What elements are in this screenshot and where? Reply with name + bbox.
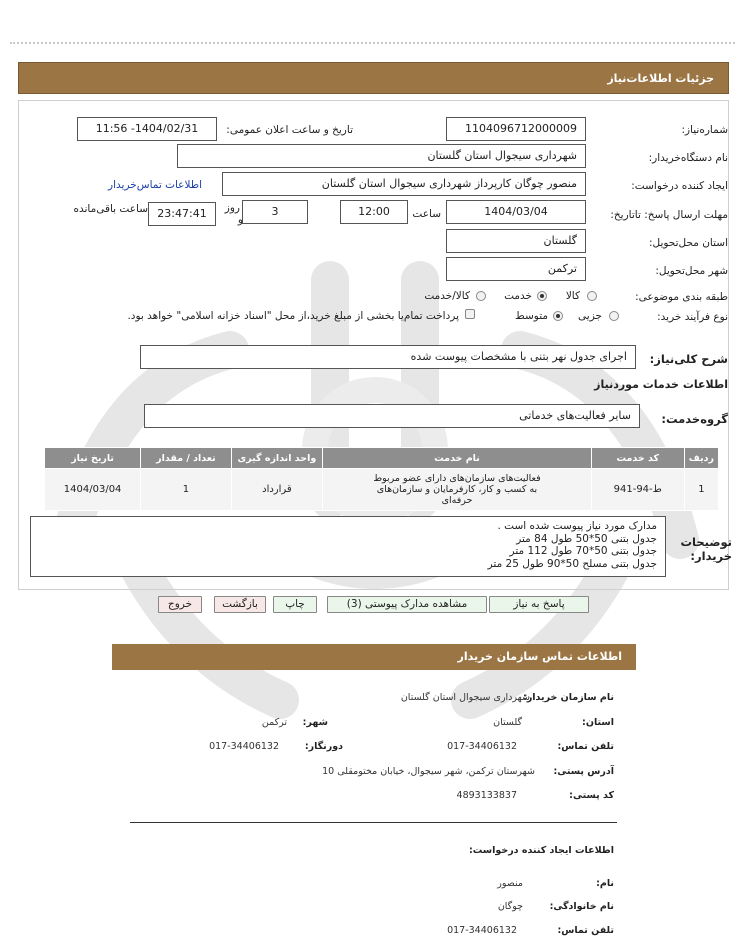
address-label: آدرس پستی: [553, 766, 614, 777]
remaining-time-field: 23:47:41 [148, 202, 216, 226]
address-value: شهرستان ترکمن، شهر سیجوال، خیابان مختومقلی 10 [322, 766, 535, 777]
buyer-notes-box [30, 516, 666, 577]
contact-province-label: استان: [582, 717, 614, 728]
col-code: کد خدمت [591, 448, 684, 469]
category-both-label: کالا/خدمت [424, 290, 470, 302]
process-medium-label: متوسط [515, 310, 548, 322]
buyer-org-label: نام دستگاه‌خریدار: [648, 152, 728, 164]
postal-label: کد پستی: [569, 790, 614, 801]
col-row: ردیف [684, 448, 718, 469]
org-label: نام سازمان خریدار: [523, 692, 614, 703]
creator-family-value: چوگان [497, 901, 523, 912]
note-line: جدول بتنی 50*70 طول 112 متر [509, 545, 657, 557]
deadline-label: مهلت ارسال پاسخ: تاتاریخ: [610, 209, 728, 221]
city-label: شهر محل‌تحویل: [655, 265, 728, 277]
section-title: جزئیات اطلاعات‌نیاز [607, 72, 714, 85]
services-title: اطلاعات خدمات موردنیاز [594, 378, 728, 391]
fax-value: 017-34406132 [209, 741, 279, 752]
need-number-label: شماره‌نیاز: [681, 124, 728, 136]
treasury-checkbox[interactable] [465, 309, 475, 319]
exit-button[interactable]: خروج [158, 596, 202, 613]
postal-value: 4893133837 [456, 790, 517, 801]
category-service-radio[interactable] [537, 291, 547, 301]
back-button[interactable]: بازگشت [214, 596, 266, 613]
creator-field: منصور چوگان کارپرداز شهرداری سیجوال استان گلستان [222, 172, 586, 196]
note-line: مدارک مورد نیاز پیوست شده است . [497, 520, 657, 532]
services-table [44, 447, 719, 511]
deadline-time-label: ساعت [412, 208, 441, 220]
days-field: 3 [242, 200, 308, 224]
category-both-radio[interactable] [476, 291, 486, 301]
category-goods-label: کالا [565, 290, 580, 302]
cell-date: 1404/03/04 [45, 469, 141, 511]
creator-label: ایجاد کننده درخواست: [631, 180, 728, 192]
section-header [18, 62, 729, 94]
service-group-field: سایر فعالیت‌های خدماتی [144, 404, 640, 428]
process-label: نوع فرآیند خرید: [657, 311, 728, 323]
fax-label: دورنگار: [304, 741, 343, 752]
announce-label: تاریخ و ساعت اعلان عمومی: [226, 124, 353, 136]
buyer-org-field: شهرداری سیجوال استان گلستان [177, 144, 586, 168]
creator-family-label: نام خانوادگی: [549, 901, 614, 912]
buyer-contact-link[interactable]: اطلاعات تماس‌خریدار [108, 179, 202, 191]
process-partial-label: جزیی [578, 310, 602, 322]
category-service-label: خدمت [504, 290, 532, 302]
contact-city-value: ترکمن [261, 717, 287, 728]
cell-row: 1 [684, 469, 718, 511]
deadline-date-field: 1404/03/04 [446, 200, 586, 224]
province-label: استان محل‌تحویل: [648, 237, 728, 249]
reply-button[interactable]: پاسخ به نیاز [489, 596, 589, 613]
note-line: جدول بتنی 50*50 طول 84 متر [516, 532, 657, 545]
contact-phone-label: تلفن تماس: [557, 741, 614, 752]
process-partial-radio[interactable] [609, 311, 619, 321]
buyer-notes-label: توضیحات خریدار: [680, 535, 732, 563]
contact-header [112, 644, 636, 670]
category-label: طبقه بندی موضوعی: [635, 291, 728, 303]
creator-name-value: منصور [497, 878, 523, 889]
cell-unit: قرارداد [231, 469, 323, 511]
table-row [45, 469, 719, 511]
creator-phone-label: تلفن تماس: [557, 925, 614, 936]
cell-name: فعالیت‌های سازمان‌های دارای عضو مربوط به کسب و کار، کارفرمایان و سازمان‌های حرفه‌ای [323, 469, 592, 511]
col-name: نام خدمت [323, 448, 592, 469]
remaining-time-label: ساعت باقی‌مانده [73, 203, 148, 215]
announce-field: 1404/02/31- 11:56 [77, 117, 217, 141]
process-medium-radio[interactable] [553, 311, 563, 321]
contact-title: اطلاعات تماس سازمان خریدار [457, 650, 622, 663]
col-date: تاریخ نیاز [45, 448, 141, 469]
col-unit: واحد اندازه گیری [231, 448, 323, 469]
days-suffix: و [237, 214, 243, 226]
category-goods-radio[interactable] [587, 291, 597, 301]
print-button[interactable]: چاپ [273, 596, 317, 613]
contact-province-value: گلستان [493, 717, 522, 728]
days-label: روز [224, 202, 240, 214]
top-divider [10, 42, 735, 44]
attachments-button[interactable]: مشاهده مدارک پیوستی (3) [327, 596, 487, 613]
cell-code: ط-94-941 [591, 469, 684, 511]
summary-label: شرح کلی‌نیاز: [649, 352, 728, 366]
note-line: جدول بتنی مسلح 50*90 طول 25 متر [487, 557, 657, 570]
province-field: گلستان [446, 229, 586, 253]
cell-qty: 1 [141, 469, 231, 511]
city-field: ترکمن [446, 257, 586, 281]
creator-name-label: نام: [596, 878, 614, 889]
org-value: شهرداری سیجوال استان گلستان [400, 692, 530, 703]
deadline-time-field: 12:00 [340, 200, 408, 224]
creator-phone-value: 017-34406132 [447, 925, 517, 936]
creator-info-title: اطلاعات ایجاد کننده درخواست: [468, 845, 614, 856]
treasury-note: پرداخت تمام‌یا بخشی از مبلغ خرید،از محل "اسناد خزانه اسلامی" خواهد بود. [127, 310, 459, 322]
contact-phone-value: 017-34406132 [447, 741, 517, 752]
contact-city-label: شهر: [302, 717, 328, 728]
summary-field: اجرای جدول نهر بتنی با مشخصات پیوست شده [140, 345, 636, 369]
service-group-label: گروه‌خدمت: [661, 412, 728, 426]
contact-divider [130, 822, 617, 823]
need-number-field: 1104096712000009 [446, 117, 586, 141]
col-qty: تعداد / مقدار [141, 448, 231, 469]
